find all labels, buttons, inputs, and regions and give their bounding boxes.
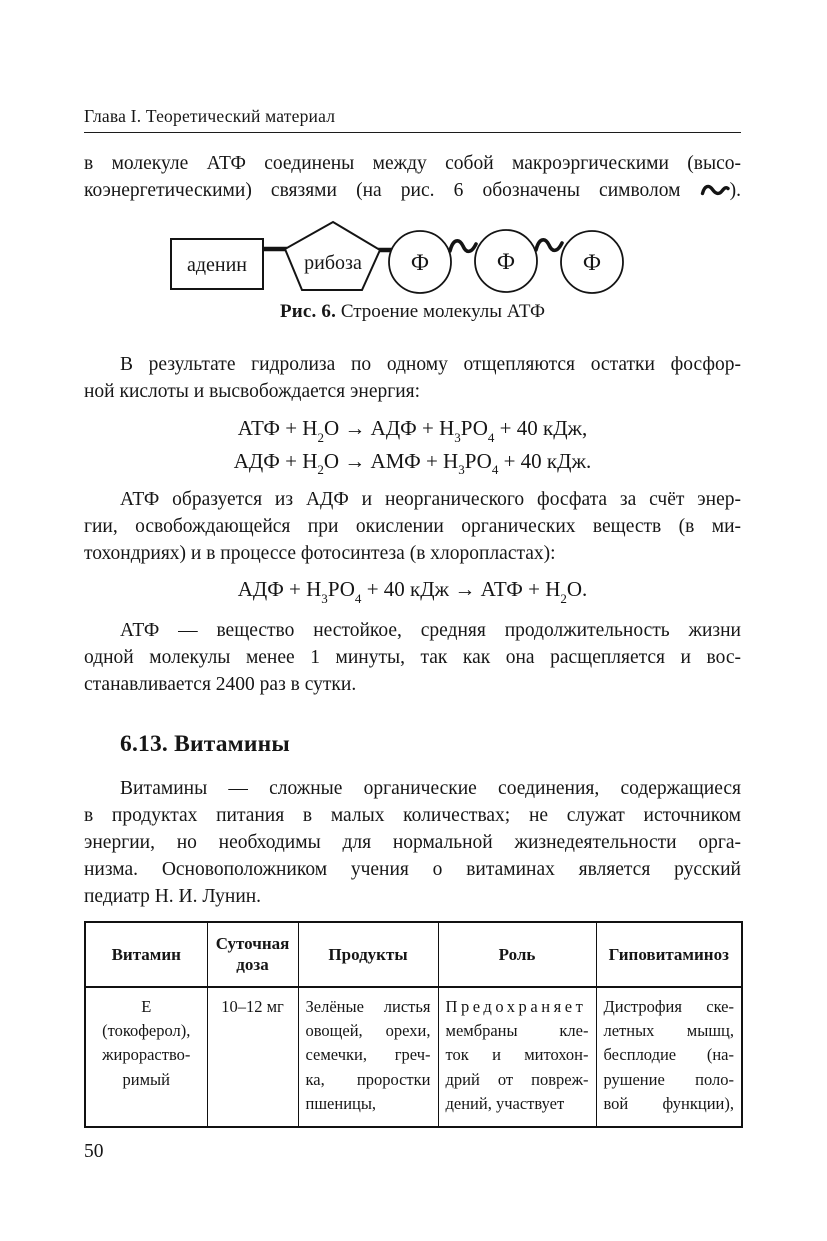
figure-caption-number: Рис. 6. — [279, 301, 337, 322]
paragraph-line: в молекуле АТФ соединены между собой макроэргическими (высо- — [84, 153, 741, 174]
equations-hydrolysis — [84, 412, 741, 477]
equation-adp-atp: АДФ + $Н_3РО_4 + 40$ кДж → АТФ + $Н_2О$. — [237, 577, 588, 606]
paragraph-line: гии, освобождающейся при окислении органических веществ (в ми- — [84, 516, 741, 537]
cell-line: бесплодие (на- — [603, 1045, 734, 1065]
phosphate-label-3: Ф — [582, 250, 602, 275]
cell-line: семечки, греч- — [305, 1045, 431, 1065]
page-content — [84, 0, 741, 1163]
vitamins-table — [84, 921, 743, 1128]
paragraph-line: Витамины — сложные органические соединения, содержащиеся — [120, 777, 741, 799]
ribose-label: рибоза — [304, 252, 362, 274]
cell-line: Е — [141, 996, 152, 1016]
equation-synthesis-block — [84, 573, 741, 606]
cell-vitamin — [85, 987, 207, 1127]
cell-line: мембраны кле- — [445, 1020, 589, 1040]
paragraph-vitamins-intro — [84, 775, 741, 910]
figure-caption-text: Строение молекулы АТФ — [336, 301, 546, 322]
paragraph-line: ной кислоты и высвобождается энергия: — [84, 381, 421, 402]
cell-role — [438, 987, 596, 1127]
paragraph-line: одной молекулы менее 1 минуты, так как она расщепляется и вос- — [84, 646, 741, 668]
column-header-products: Продукты — [298, 922, 438, 987]
page-number: 50 — [84, 1140, 104, 1162]
header-rule — [84, 132, 741, 133]
paragraph-line: АТФ — вещество нестойкое, средняя продолжительность жизни — [120, 619, 741, 641]
cell-line: 10–12 мг — [221, 996, 284, 1016]
table-header-row — [85, 922, 742, 987]
cell-line: (токоферол), — [102, 1020, 191, 1040]
paragraph-line: В результате гидролиза по одному отщепляются остатки фосфор- — [120, 354, 741, 375]
cell-line: ток и митохон- — [445, 1045, 589, 1065]
cell-line: летных мышц, — [603, 1020, 734, 1040]
equation-atp-adp: АТФ + $Н_2О$ → АДФ + $Н_3РО_4 + 40$ кДж, — [237, 416, 588, 445]
cell-line: жирораство- — [102, 1045, 191, 1065]
macroergic-bond-wave-1 — [450, 241, 476, 252]
cell-line: пшеницы, — [305, 1094, 377, 1114]
cell-products — [298, 987, 438, 1127]
macroergic-bond-wave-2 — [536, 240, 562, 251]
cell-line: овощей, орехи, — [305, 1020, 431, 1040]
cell-line: вой функции), — [603, 1094, 734, 1114]
cell-line: Дистрофия ске- — [603, 996, 734, 1016]
phosphate-label-1: Ф — [410, 250, 430, 275]
table-row — [85, 987, 742, 1127]
equation-adp-amp: АДФ + $Н_2О$ → АМФ + $Н_3РО_4 + 40$ кДж. — [233, 448, 592, 478]
paragraph-line-text: коэнергетическими) связями (на рис. 6 обозначены символом — [84, 180, 681, 201]
cell-line: римый — [122, 1069, 170, 1089]
vitamins-table-header — [85, 922, 742, 987]
cell-line: дрий от повреж- — [445, 1069, 589, 1089]
adenine-label: аденин — [186, 254, 248, 276]
paragraph-line: АТФ образуется из АДФ и неорганического фосфата за счёт энер- — [120, 489, 741, 510]
column-header-vitamin: Витамин — [85, 922, 207, 987]
figure-caption — [84, 301, 741, 323]
figure-atp-structure — [84, 215, 741, 295]
paragraph-line: тохондриях) и в процессе фотосинтеза (в хлоропластах): — [84, 543, 556, 564]
column-header-role: Роль — [438, 922, 596, 987]
column-header-hypovitaminosis: Гиповитаминоз — [596, 922, 742, 987]
paragraph-atp-bonds — [84, 150, 741, 204]
cell-line: ка, проростки — [305, 1069, 431, 1089]
section-heading-vitamins: 6.13. Витамины — [120, 730, 290, 757]
atp-diagram — [84, 215, 741, 295]
cell-line: Предохраняет — [445, 996, 587, 1016]
macroergic-bond-wave-icon — [700, 182, 730, 198]
paragraph-line-with-symbol — [84, 177, 741, 204]
paragraph-line: в продуктах питания в малых количествах; не служат источником — [84, 804, 741, 826]
cell-line: Зелёные листья — [305, 996, 431, 1016]
paragraph-hydrolysis — [84, 351, 741, 405]
running-header: Глава I. Теоретический материал — [84, 106, 336, 126]
cell-hypovitaminosis — [596, 987, 742, 1127]
paragraph-line: энергии, но необходимы для нормальной жизнедеятельности орга- — [84, 831, 741, 853]
paragraph-line: педиатр Н. И. Лунин. — [84, 885, 262, 907]
cell-line: рушение поло- — [603, 1069, 734, 1089]
cell-daily-dose — [207, 987, 298, 1127]
paragraph-line-text: ). — [729, 180, 741, 201]
phosphate-label-2: Ф — [496, 249, 516, 274]
cell-line: дений, участвует — [445, 1094, 565, 1114]
paragraph-line: низма. Основоположником учения о витаминах является русский — [84, 858, 741, 880]
paragraph-atp-instability — [84, 617, 741, 698]
paragraph-atp-synthesis — [84, 486, 741, 567]
paragraph-line: станавливается 2400 раз в сутки. — [84, 673, 357, 695]
column-header-daily-dose: Суточная доза — [207, 922, 298, 987]
